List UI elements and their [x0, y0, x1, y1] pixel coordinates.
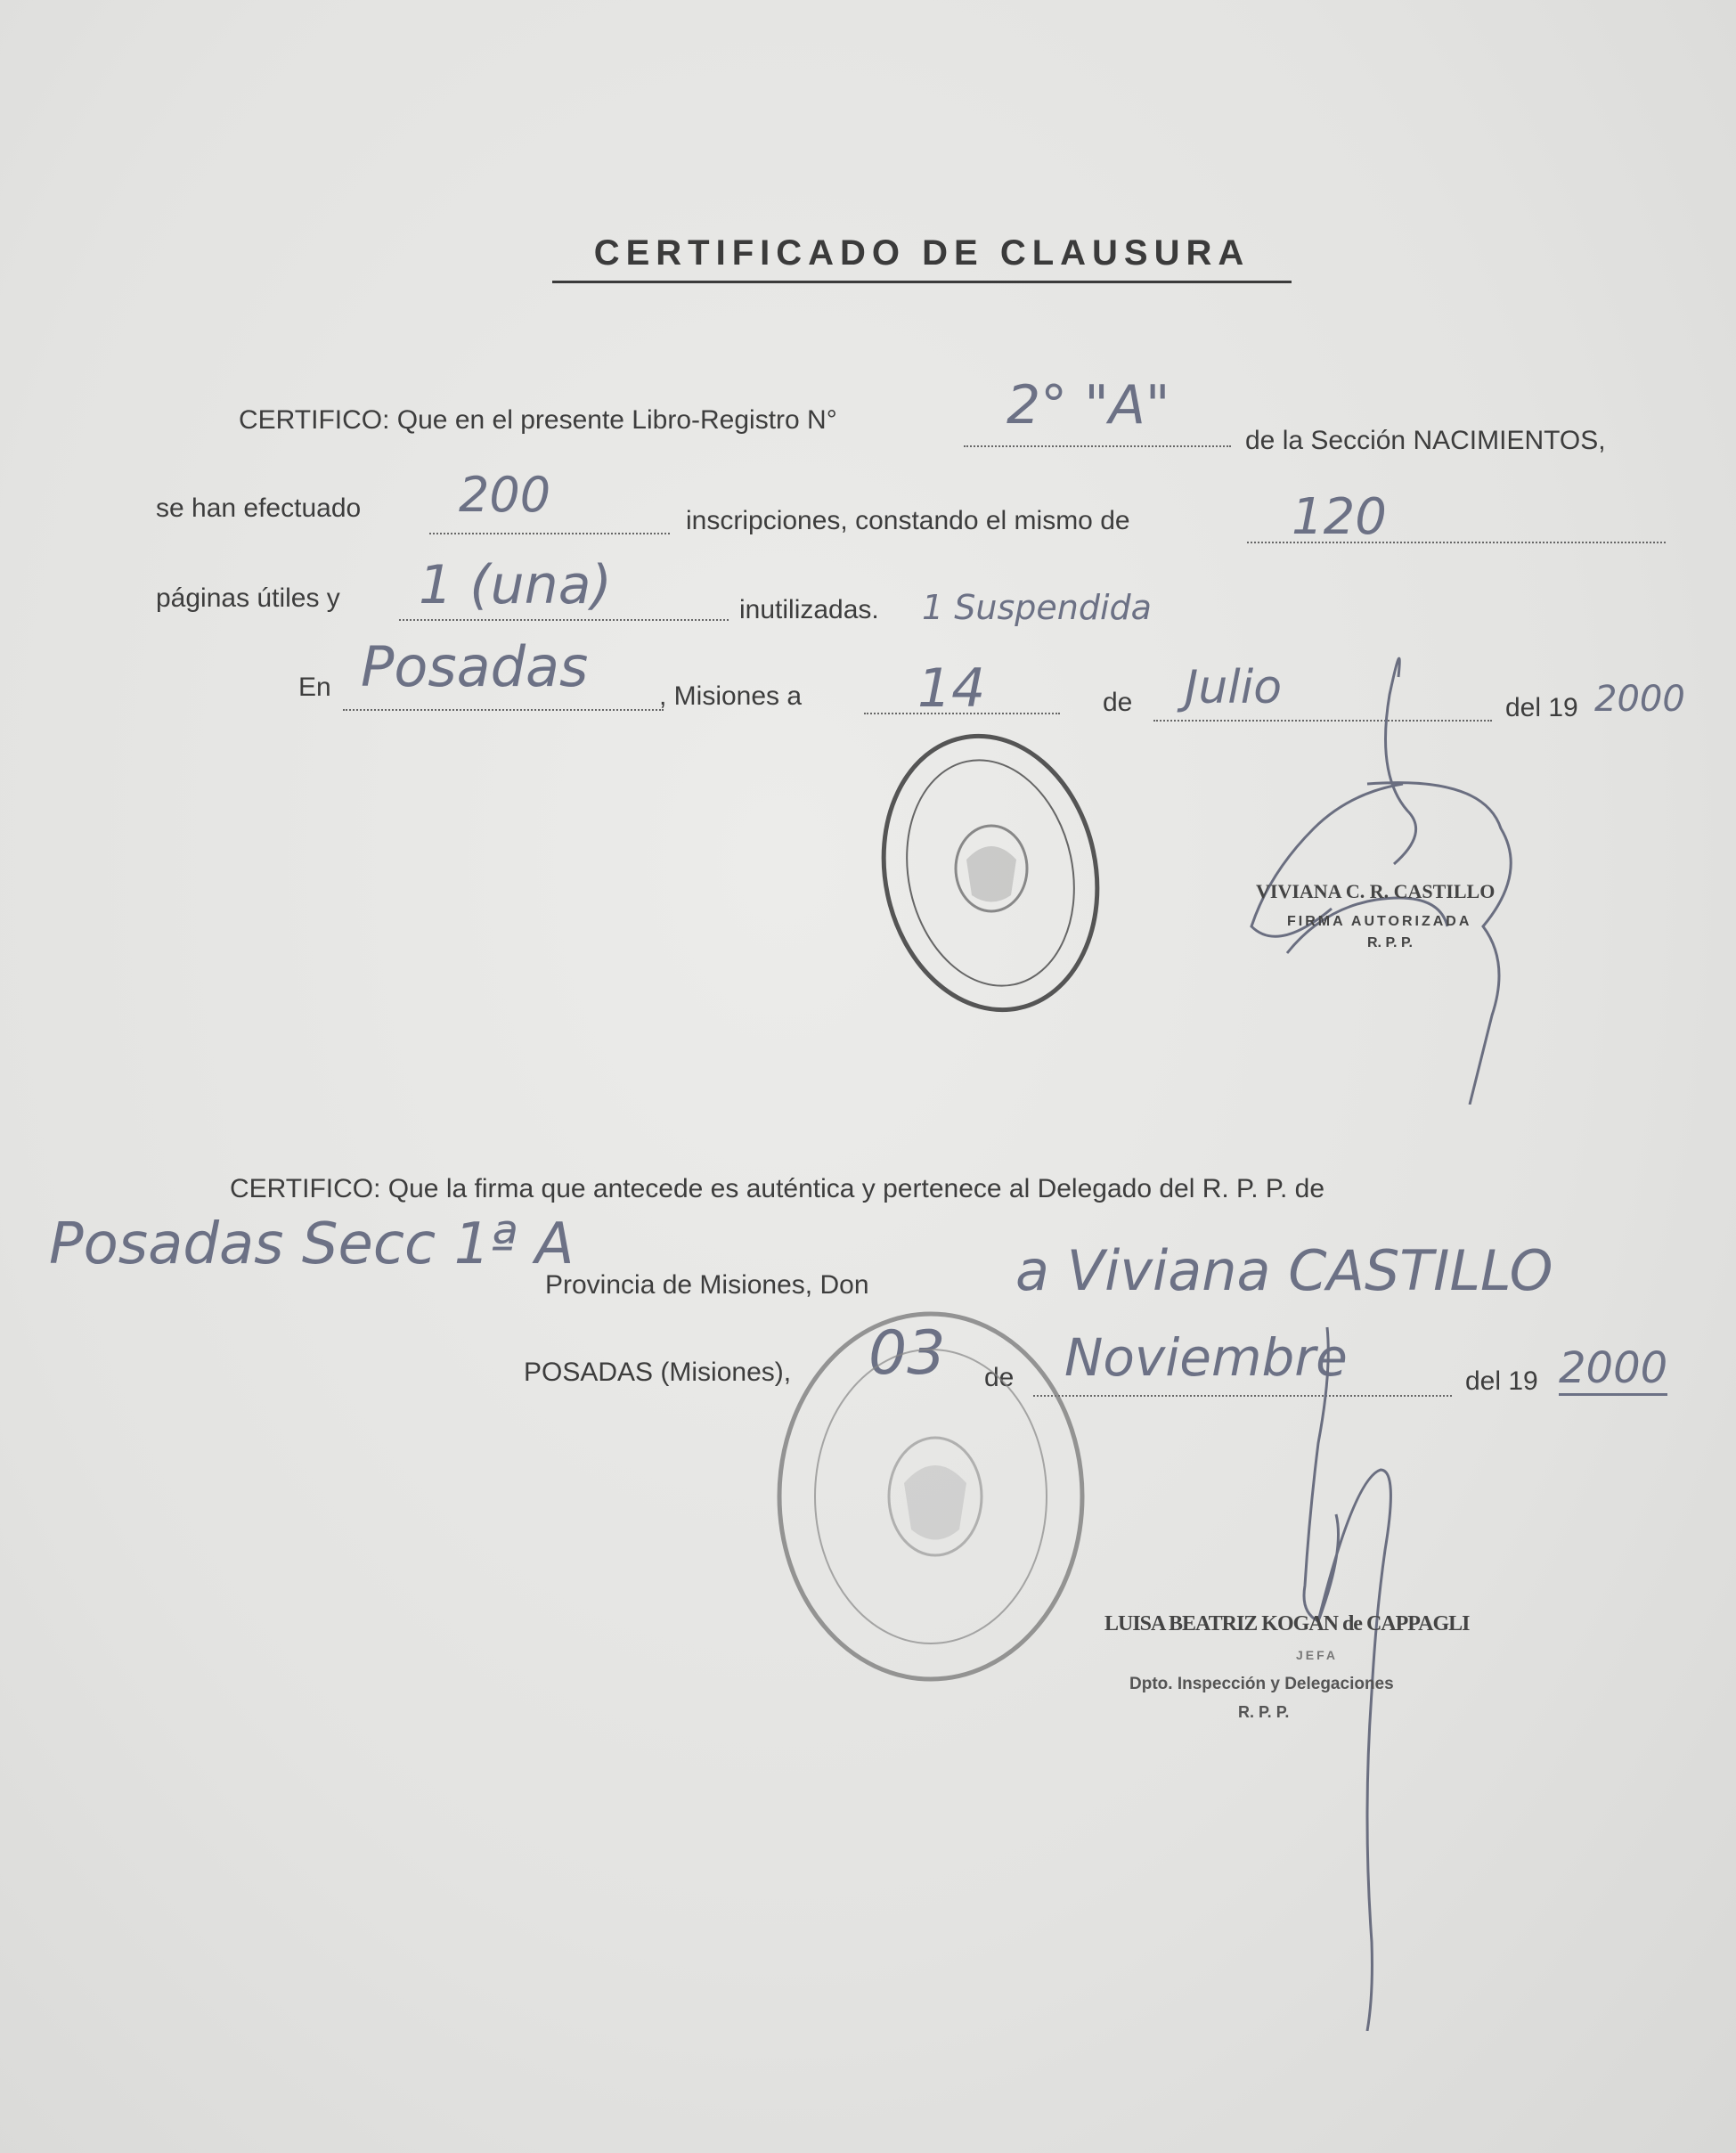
cert2-line3-de: de	[984, 1363, 1015, 1392]
dotted-line	[399, 619, 729, 621]
dotted-line	[964, 445, 1231, 447]
cert1-line4-de: de	[1103, 688, 1133, 717]
document-title: CERTIFICADO DE CLAUSURA	[552, 233, 1292, 283]
cert1-line1-suffix: de la Sección NACIMIENTOS,	[1245, 426, 1606, 455]
signature1-org: R. P. P.	[1367, 935, 1413, 950]
official-seal-2	[762, 1296, 1100, 1697]
cert1-line4-del: del 19	[1505, 693, 1578, 722]
handwritten-anio-2: 2000	[1559, 1343, 1667, 1396]
handwritten-libro-numero: 2° "A"	[1007, 374, 1170, 436]
official-seal-1	[877, 726, 1104, 1020]
dotted-line	[343, 709, 664, 711]
signature1-role: FIRMA AUTORIZADA	[1287, 914, 1472, 929]
signature2-name: LUISA BEATRIZ KOGAN de CAPPAGLI	[1104, 1612, 1470, 1635]
cert1-line3-suffix: inutilizadas.	[739, 595, 879, 624]
handwritten-nota: 1 Suspendida	[922, 588, 1152, 627]
handwritten-mes: Julio	[1185, 661, 1283, 714]
cert2-line3-prefix: POSADAS (Misiones),	[524, 1358, 792, 1387]
cert1-line4-misiones: , Misiones a	[659, 681, 803, 711]
signature2-dept: Dpto. Inspección y Delegaciones	[1129, 1675, 1394, 1693]
cert2-line3-del: del 19	[1465, 1366, 1538, 1396]
handwritten-signature-1	[1216, 641, 1617, 1105]
signature2-org: R. P. P.	[1238, 1703, 1290, 1721]
handwritten-seccion: Posadas Secc 1ª A	[49, 1211, 575, 1277]
signature1-name: VIVIANA C. R. CASTILLO	[1256, 880, 1496, 902]
handwritten-dia-2: 03	[868, 1318, 946, 1389]
handwritten-nombre: a Viviana CASTILLO	[1015, 1238, 1553, 1303]
cert2-line2-provincia: Provincia de Misiones, Don	[545, 1270, 869, 1300]
handwritten-inutilizadas: 1 (una)	[419, 554, 612, 616]
handwritten-ciudad: Posadas	[361, 634, 589, 699]
cert1-line3-prefix: páginas útiles y	[156, 583, 340, 613]
handwritten-inscripciones: 200	[459, 467, 551, 523]
cert2-line1: CERTIFICO: Que la firma que antecede es auténtica y pertenece al Delegado del R. P. P. de	[230, 1174, 1325, 1203]
handwritten-mes-2: Noviembre	[1064, 1327, 1348, 1388]
signature2-role: JEFA	[1296, 1648, 1339, 1662]
handwritten-paginas: 120	[1292, 488, 1387, 546]
cert1-line1-prefix: CERTIFICO: Que en el presente Libro-Registro N°	[239, 405, 837, 435]
cert1-line4-en: En	[298, 673, 331, 702]
dotted-line	[429, 533, 670, 534]
handwritten-anio: 2000	[1594, 679, 1685, 720]
cert1-line2-mid: inscripciones, constando el mismo de	[686, 506, 1130, 535]
handwritten-dia: 14	[917, 657, 986, 720]
cert1-line2-prefix: se han efectuado	[156, 493, 362, 523]
